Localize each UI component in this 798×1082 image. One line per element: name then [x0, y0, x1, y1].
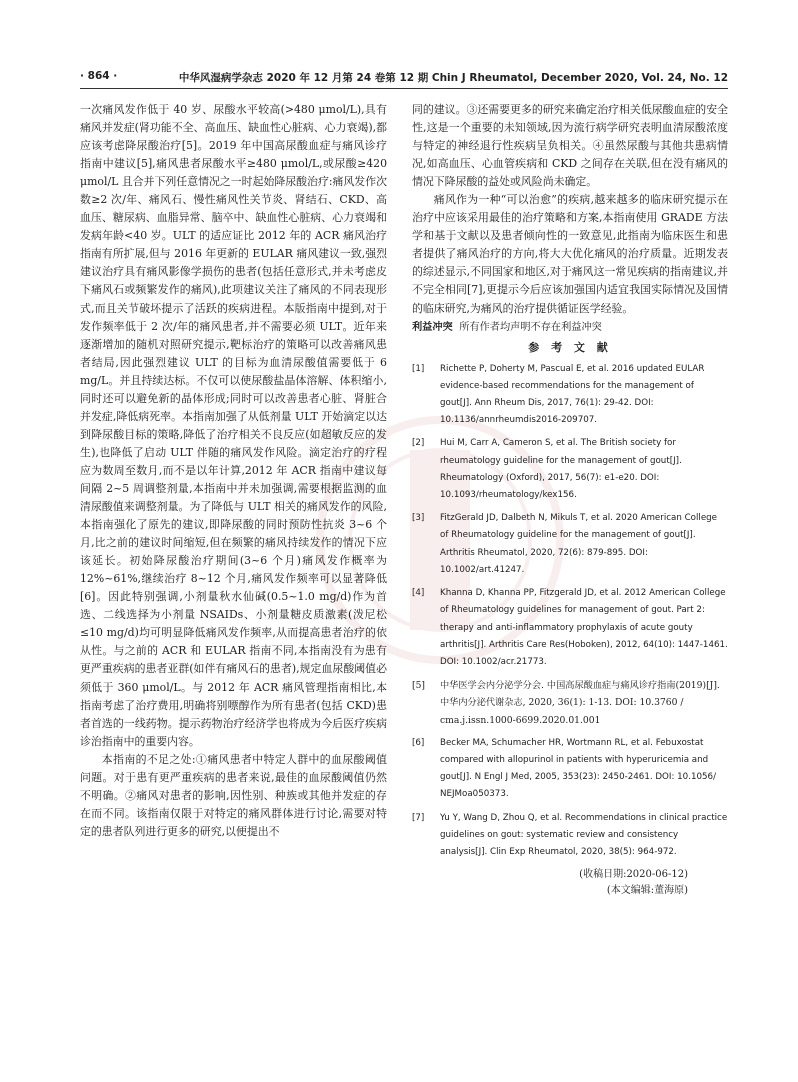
- references-heading: 参 考 文 献: [528, 340, 612, 354]
- body-paragraph: 同的建议。③还需要更多的研究来确定治疗相关低尿酸血症的安全性,这是一个重要的未知领域,因为流行病学研究表明血清尿酸浓度与特定的神经退行性疾病呈负相关。④虽然尿酸与其他共患病情况,如高血压、心血管疾病和 CKD 之间存在关联,但在没有痛风的情况下降尿酸的益处或风险尚未确定。: [412, 103, 728, 189]
- received-date: (收稿日期:2020-06-12): [579, 869, 688, 881]
- reference-number: [7]: [412, 812, 425, 823]
- reference-item: [412, 677, 728, 729]
- reference-number: [6]: [412, 737, 425, 748]
- reference-number: [4]: [412, 588, 425, 599]
- reference-item: [412, 361, 728, 430]
- reference-item: [412, 735, 728, 804]
- reference-text: 中华医学会内分泌学分会. 中国高尿酸血症与痛风诊疗指南(2019)[J]. 中华内分泌代谢杂志, 2020, 36(1): 1-13. DOI: 10.3760 / cma.j.issn.1000-6699.2020.01.001: [440, 680, 720, 726]
- reference-text: Richette P, Doherty M, Pascual E, et al. 2016 updated EULAR evidence-based recommendations for the management of gout[J]. Ann Rheum Dis, 2017, 76(1): 29-42. DOI: 10.1136/annrheumdis2016-209707.: [440, 363, 705, 426]
- reference-item: [412, 585, 728, 671]
- running-header: [80, 70, 728, 90]
- reference-text: Yu Y, Wang D, Zhou Q, et al. Recommendations in clinical practice guidelines on gout: systematic review and consistency analysis[J]. Clin Exp Rheumatol, 2020, 38(5): 964-972.: [440, 812, 728, 857]
- right-column: [412, 101, 728, 899]
- editor-note: (本文编辑:董海原): [606, 885, 688, 897]
- reference-item: [412, 510, 728, 579]
- conflict-text: 所有作者均声明不存在利益冲突: [459, 321, 602, 333]
- header-rule: [80, 88, 728, 89]
- reference-number: [2]: [412, 438, 425, 449]
- reference-number: [1]: [412, 363, 425, 374]
- reference-list: [412, 361, 728, 861]
- conflict-label: 利益冲突: [412, 320, 453, 333]
- reference-item: [412, 435, 728, 504]
- reference-number: [5]: [412, 680, 426, 692]
- body-paragraph: 痛风作为一种“可以治愈”的疾病,越来越多的临床研究提示在治疗中应该采用最佳的治疗策略和方案,本指南使用 GRADE 方法学和基于文献以及患者倾向性的一致意见,此指南为临床医生和患者提供了痛风治疗的方向,将大大优化痛风的治疗质量。近期发表的综述显示,不同国家和地区,对于痛风这一常见疾病的指南建议,并不完全相同[7],更提示今后应该加强国内适宜我国实际情况及国情的临床研究,为痛风的治疗提供循证医学经验。: [412, 193, 728, 315]
- reference-number: [3]: [412, 513, 425, 524]
- reference-text: Khanna D, Khanna PP, Fitzgerald JD, et al. 2012 American College of Rheumatology guidelines for management of gout. Part 2: therapy and anti-inflammatory prophylaxis of acute gouty arthritis[J]. Arthritis Care Res(Hoboken), 2012, 64(10): 1447-1461. DOI: 10.1002/acr.21773.: [440, 588, 728, 667]
- reference-item: [412, 810, 728, 862]
- body-paragraph: 本指南的不足之处:①痛风患者中特定人群中的血尿酸阈值问题。对于患有更严重疾病的患者来说,最佳的血尿酸阈值仍然不明确。②痛风对患者的影响,因性别、种族或其他并发症的存在而不同。该指南仅限于对特定的痛风群体进行讨论,需要对特定的患者队列进行更多的研究,以便提出不: [80, 752, 387, 838]
- reference-text: Hui M, Carr A, Cameron S, et al. The British society for rheumatology guideline for the management of gout[J]. Rheumatology (Oxford), 2017, 56(7): e1-e20. DOI: 10.1093/rheumatology/kex156.: [440, 438, 682, 501]
- conflict-of-interest: [412, 318, 728, 337]
- journal-citation: 中华风湿病学杂志 2020 年 12 月第 24 卷第 12 期 Chin J Rheumatol, December 2020, Vol. 24, No. 12: [178, 72, 728, 84]
- page-number: · 864 ·: [80, 70, 118, 82]
- reference-text: FitzGerald JD, Dalbeth N, Mikuls T, et al. 2020 American College of Rheumatology guideline for the management of gout[J]. Arthritis Rheumatol, 2020, 72(6): 879-895. DOI: 10.1002/art.41247.: [440, 513, 718, 575]
- left-column: [80, 101, 387, 841]
- body-paragraph: 一次痛风发作低于 40 岁、尿酸水平较高(>480 μmol/L),具有痛风并发症(肾功能不全、高血压、缺血性心脏病、心力衰竭),都应该考虑降尿酸治疗[5]。2019 年中国高尿酸血症与痛风诊疗指南中建议[5],痛风患者尿酸水平≥480 μmol/L,或尿酸≥420 μmol/L 且合并下列任意情况之一时起始降尿酸治疗:痛风发作次数≥2 次/年、痛风石、慢性痛风性关节炎、肾结石、CKD、高血压、糖尿病、血脂异常、脑卒中、缺血性心脏病、心力衰竭和发病年龄<40 岁。ULT 的适应证比 2012 年的 ACR 痛风治疗指南有所扩展,但与 2016 年更新的 EULAR 痛风建议一致,强烈建议治疗具有痛风影像学损伤的患者(包括任意形式,并未考虑皮下痛风石或频繁发作的痛风),此项建议关注了痛风的不同表现形式,而且关节破坏提示了活跃的疾病进程。本版指南中提到,对于发作频率低于 2 次/年的痛风患者,并不需要必须 ULT。近年来逐渐增加的随机对照研究提示,靶标治疗的策略可以改善痛风患者结局,因此强烈建议 ULT 的目标为血清尿酸值需要低于 6 mg/L。并且持续达标。不仅可以使尿酸盐晶体溶解、体积缩小,同时还可以避免新的晶体形成;同时可以改善患者心脏、肾脏合并发症,降低病死率。本指南加强了从低剂量 ULT 开始滴定以达到降尿酸目标的策略,降低了治疗相关不良反应(如超敏反应的发生),也降低了启动 ULT 伴随的痛风发作风险。滴定治疗的疗程应为数周至数月,而不是以年计算,2012 年 ACR 指南中建议每间隔 2~5 周调整剂量,本指南中并未加强调,需要根据监测的血清尿酸值来调整剂量。为了降低与 ULT 相关的痛风发作的风险,本指南强化了原先的建议,即降尿酸的同时预防性抗炎 3~6 个月,比之前的建议时间缩短,但在频繁的痛风持续发作的情况下应该延长。初始降尿酸治疗期间(3~6 个月)痛风发作概率为 12%~61%,继续治疗 8~12 个月,痛风发作频率可以显著降低[6]。因此特别强调,小剂量秋水仙碱(0.5~1.0 mg/d)作为首选、二线选择为小剂量 NSAIDs、小剂量糖皮质激素(泼尼松≤10 mg/d)均可明显降低痛风发作频率,从而提高患者治疗的依从性。与之前的 ACR 和 EULAR 指南不同,本指南没有为患有更严重疾病的患者亚群(如伴有痛风石的患者),规定血尿酸阈值必须低于 360 μmol/L。与 2012 年 ACR 痛风管理指南相比,本指南考虑了治疗费用,明确将别嘌醇作为所有患者(包括 CKD)患者首选的一线药物。提示药物治疗经济学也将成为今后医疗疾病诊治指南中的重要内容。: [80, 103, 387, 748]
- reference-text: Becker MA, Schumacher HR, Wortmann RL, et al. Febuxostat compared with allopurinol in patients with hyperuricemia and gout[J]. N Engl J Med, 2005, 353(23): 2450-2461. DOI: 10.1056/ NEJMoa050373.: [440, 737, 716, 800]
